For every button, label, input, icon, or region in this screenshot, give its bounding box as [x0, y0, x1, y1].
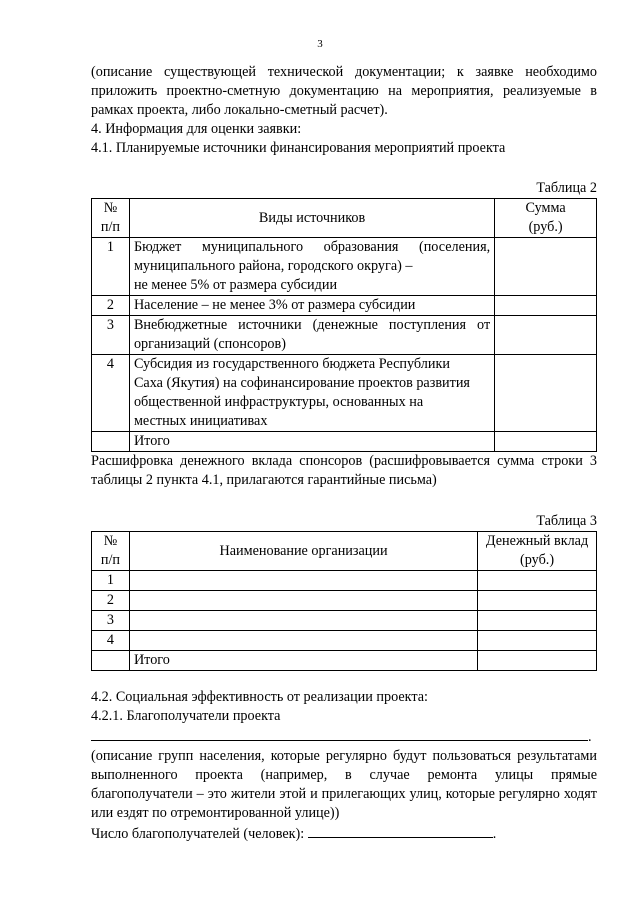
row-source-text: Субсидия из государственного бюджета Республики Саха (Якутия) на софинансирование проектов развития общественной инфраструктуры, основанных на местных инициативах — [129, 355, 494, 432]
count-end-dot: . — [492, 826, 497, 842]
table-row — [92, 296, 597, 316]
beneficiaries-count-row — [91, 823, 597, 844]
col-source-type-header: Виды источников — [129, 199, 494, 238]
table-total-row — [92, 651, 597, 671]
row-number: 4 — [92, 355, 130, 432]
row-number: 1 — [92, 238, 130, 296]
table-2-caption: Таблица 2 — [536, 180, 597, 196]
row-number: 4 — [92, 631, 130, 651]
row-source-text: Внебюджетные источники (денежные поступления от организаций (спонсоров) — [129, 316, 494, 355]
sum-cell[interactable] — [495, 316, 597, 355]
row-number: 2 — [92, 591, 130, 611]
beneficiaries-input-line[interactable] — [91, 726, 588, 741]
section-4-2-1-heading: 4.2.1. Благополучатели проекта — [91, 708, 281, 724]
table-row — [92, 571, 597, 591]
total-sum-cell[interactable] — [495, 432, 597, 452]
total-label: Итого — [129, 432, 494, 452]
table-3-block — [91, 512, 597, 671]
table-header-row — [92, 199, 597, 238]
funding-sources-table — [91, 198, 597, 452]
row-number: 3 — [92, 316, 130, 355]
table-header-row — [92, 532, 597, 571]
organization-cell[interactable] — [129, 571, 477, 591]
sum-cell[interactable] — [495, 355, 597, 432]
beneficiaries-blank-line — [91, 726, 597, 747]
table-total-row — [92, 432, 597, 452]
sponsors-paragraph: Расшифровка денежного вклада спонсоров (расшифровывается сумма строки 3 таблицы 2 пункта 4.1, прилагаются гарантийные письма) — [91, 453, 597, 488]
intro-paragraph: (описание существующей технической документации; к заявке необходимо приложить проектно-сметную документацию на мероприятия, реализуемые в рамках проекта, либо локально-сметный расчет). — [91, 64, 597, 118]
intro-block — [91, 63, 597, 158]
money-cell[interactable] — [478, 571, 597, 591]
row-number — [92, 651, 130, 671]
section-4-2-heading: 4.2. Социальная эффективность от реализации проекта: — [91, 689, 428, 705]
money-cell[interactable] — [478, 631, 597, 651]
total-money-cell[interactable] — [478, 651, 597, 671]
table-row — [92, 238, 597, 296]
table-row — [92, 591, 597, 611]
table-row — [92, 316, 597, 355]
beneficiaries-count-input[interactable] — [308, 823, 493, 838]
section-4-1-heading: 4.1. Планируемые источники финансирования мероприятий проекта — [91, 140, 506, 156]
col-number-header: № п/п — [92, 532, 130, 571]
organization-cell[interactable] — [129, 591, 477, 611]
table-row — [92, 611, 597, 631]
organization-cell[interactable] — [129, 631, 477, 651]
col-organization-header: Наименование организации — [129, 532, 477, 571]
sponsors-table — [91, 531, 597, 671]
section-4-2-block — [91, 688, 597, 844]
row-number: 1 — [92, 571, 130, 591]
sum-cell[interactable] — [495, 238, 597, 296]
table-row — [92, 631, 597, 651]
beneficiaries-count-label: Число благополучателей (человек): — [91, 826, 305, 842]
sum-cell[interactable] — [495, 296, 597, 316]
page-number: 3 — [317, 38, 323, 50]
money-cell[interactable] — [478, 591, 597, 611]
money-cell[interactable] — [478, 611, 597, 631]
col-sum-header: Сумма (руб.) — [495, 199, 597, 238]
col-money-header: Денежный вклад (руб.) — [478, 532, 597, 571]
table-2-block — [91, 179, 597, 490]
beneficiaries-description: (описание групп населения, которые регулярно будут пользоваться результатами выполненного проекта (например, в случае ремонта улицы прямые благополучатели – это жители этой и прилегающих улиц, которые регулярно ходят или ездят по отремонтированной улице)) — [91, 748, 597, 821]
row-number: 2 — [92, 296, 130, 316]
total-label: Итого — [129, 651, 477, 671]
organization-cell[interactable] — [129, 611, 477, 631]
row-number: 3 — [92, 611, 130, 631]
row-source-text: Население – не менее 3% от размера субсидии — [129, 296, 494, 316]
row-source-text: Бюджет муниципального образования (поселения, муниципального района, городского округа) – не менее 5% от размера субсидии — [129, 238, 494, 296]
section-4-heading: 4. Информация для оценки заявки: — [91, 121, 302, 137]
col-number-header: № п/п — [92, 199, 130, 238]
row-number — [92, 432, 130, 452]
blank-end-dot: . — [588, 729, 592, 745]
table-3-caption: Таблица 3 — [536, 513, 597, 529]
table-row — [92, 355, 597, 432]
